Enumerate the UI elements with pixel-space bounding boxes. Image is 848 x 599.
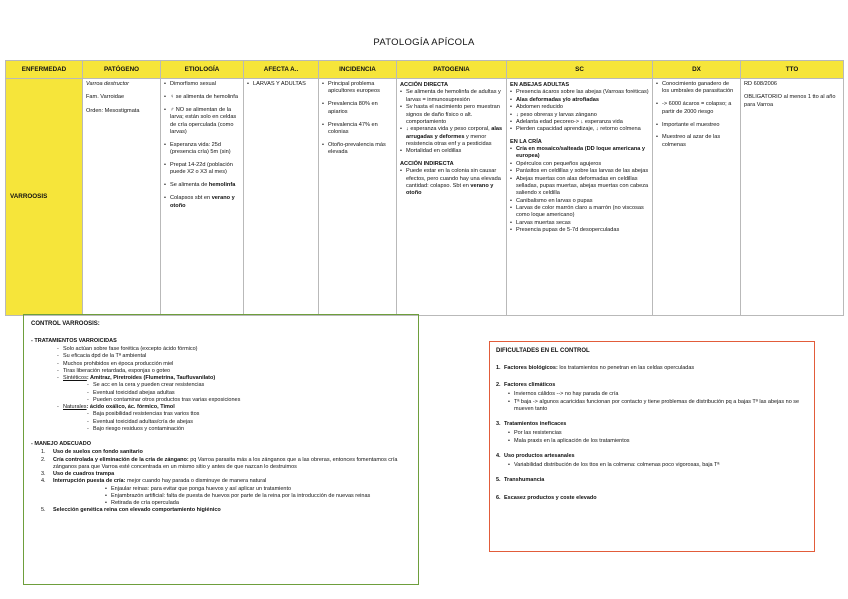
pathology-table (5, 60, 844, 316)
header-patogeno: PATÓGENO (83, 61, 161, 79)
item-bold: alas arrugadas y deformes (406, 126, 503, 140)
item-text: mejor cuando hay parada o disminuye de manera natural (126, 478, 267, 485)
header-enfermedad: ENFERMEDAD (6, 61, 83, 79)
list-item: 1. Uso de suelos con fondo sanitario (41, 449, 143, 456)
item-bold: Alas deformadas y/o atrofiadas (516, 96, 600, 103)
list-item: 2. Cría controlada y eliminación de la cría de zángano: pq Varroa parasita más a los zánganos que a las obreras, entonces fomentamos cría zánganos para que Varroa esté concentrada en un mismo sitio y antes de que nazcan lo destruimos (41, 456, 398, 470)
header-tto: TTO (741, 61, 844, 79)
list-item: - Eventual toxicidad adultas/cría de abejas (31, 419, 411, 426)
header-afecta: AFECTA A.. (244, 61, 319, 79)
item-bold: Transhumancia (504, 477, 545, 484)
cell-dx (653, 79, 741, 316)
patogenia-heading-indirect: ACCIÓN INDIRECTA (400, 160, 454, 167)
tto-law: RD 608/2006 (744, 81, 777, 87)
cell-incidencia (319, 79, 397, 316)
list-item: • Variabilidad distribución de los ttos en la colmena: colmenas poco vigorosas, baja Tª (496, 462, 808, 469)
list-item: • LARVAS Y ADULTAS (247, 81, 315, 88)
list-item: • Mala praxis en la aplicación de los tratamientos (496, 438, 808, 445)
item-bold: Uso productos artesanales (504, 452, 575, 459)
list-item: • Enjaular reinas: para evitar que ponga huevos y así aplicar un tratamiento (31, 486, 411, 493)
cell-sc (507, 79, 653, 316)
list-item: - Bajo riesgo residuos y contaminación (31, 426, 411, 433)
list-item (31, 375, 411, 382)
list-item: • Dimorfismo sexual (164, 81, 240, 88)
control-section-treatments: - TRATAMIENTOS VARROICIDAS (31, 337, 117, 344)
sc-heading-adults: EN ABEJAS ADULTAS (510, 82, 570, 88)
list-item: • Parásitos en celdillas y sobre las larvas de las abejas (510, 168, 649, 175)
control-box (23, 314, 419, 585)
item-bold: Factores climáticos (504, 382, 556, 389)
item-bold: Selección genética reina con elevado comportamiento higiénico (53, 507, 221, 514)
list-item (164, 195, 240, 210)
list-item: • Larvas de color marrón claro a marrón (no viscosas como loque americano) (510, 205, 649, 220)
item-bold: Cría en mosaico/salteada (DD loque americana y europea) (516, 146, 646, 160)
item-text: Puede estar en la colonia sin causar efectos, pero cuando hay una elevada cantidad: colapso. Sbt en (406, 168, 501, 189)
list-item: • Importante el muestreo (656, 122, 737, 129)
list-item: - Su eficacia dpd de la Tª ambiental (31, 353, 411, 360)
header-sc: SC (507, 61, 653, 79)
list-item (510, 97, 649, 104)
item-bold: Cría controlada y eliminación de la cría de zángano: (53, 456, 189, 463)
list-item: 1. Factores biológicos: los tratamientos no penetran en las celdas operculadas (496, 364, 695, 371)
header-patogenia: PATOGENIA (397, 61, 507, 79)
item-text: ↓ esperanza vida y peso corporal, (406, 126, 490, 133)
cell-patogenia (397, 79, 507, 316)
item-bold: Tratamientos ineficaces (504, 421, 567, 428)
list-item: • ♂ NO se alimentan de la larva; están solo en celdas de cría operculada (como larvas) (164, 107, 240, 137)
list-item: • Enjambrazón artificial: falta de puesta de huevos por parte de la reina por la introducción de nuevas reinas (31, 493, 411, 500)
cell-afecta (244, 79, 319, 316)
item-bold: hemolinfa (208, 182, 236, 189)
item-text: y menor resistencia otras enf y a pesticidas (406, 133, 492, 147)
list-item: 3. Uso de cuadros trampa (41, 471, 115, 478)
table-row (6, 79, 844, 316)
list-item: • Abdomen reducido (510, 104, 649, 111)
header-incidencia: INCIDENCIA (319, 61, 397, 79)
list-item: • Opérculos con pequeños agujeros (510, 161, 649, 168)
patogeno-family: Fam. Varroidae (86, 94, 125, 101)
list-item: 2. Factores climáticos (496, 382, 556, 389)
list-item: 3. Tratamientos ineficaces (496, 421, 567, 428)
patogenia-heading-direct: ACCIÓN DIRECTA (400, 82, 449, 88)
list-item: • Presencia ácaros sobre las abejas (Varroas foréticas) (510, 89, 649, 96)
list-item: • Muestreo al azar de las colmenas (656, 134, 737, 149)
item-text: pq Varroa parasita más a los zánganos que a las obreras, entonces fomentamos cría zánganos para que Varroa esté concentrada en un mismo sitio y antes de que nazcan lo destruimos (53, 456, 398, 470)
list-item: • Prepat 14-22d (población puede X2 o X3 al mes) (164, 162, 240, 177)
list-item: • ♀ se alimenta de hemolinfa (164, 94, 240, 101)
list-item (510, 146, 649, 161)
list-item: 5. Selección genética reina con elevado comportamiento higiénico (41, 507, 221, 514)
list-item (31, 404, 411, 411)
list-item: • Prevalencia 47% en colonias (322, 122, 393, 137)
control-title: CONTROL VARROOSIS: (31, 321, 100, 327)
header-dx: DX (653, 61, 741, 79)
list-item: 5. Transhumancia (496, 477, 545, 484)
list-item: 6. Escasez productos y coste elevado (496, 494, 597, 501)
list-item: • Tª baja -> algunos acaricidas funcionan por contacto y tiene problemas de distribución pq a bajas Tª las abejas no se mueven tanto (496, 399, 808, 414)
list-item: 4. Uso productos artesanales (496, 452, 575, 459)
list-item: • Se alimenta de hemolinfa de adultas y larvas = inmunosupresión (400, 89, 503, 104)
list-item: • Mortalidad en celdillas (400, 148, 503, 155)
cell-tto (741, 79, 844, 316)
item-bold: Uso de suelos con fondo sanitario (53, 449, 143, 456)
list-item: 4. Interrupción puesta de cría: mejor cuando hay parada o disminuye de manera natural (41, 478, 267, 485)
list-item (400, 126, 503, 148)
list-item: • Por las resistencias (496, 430, 808, 437)
list-item: • Prevalencia 80% en apiarios (322, 101, 393, 116)
patogeno-order: Orden: Mesostigmata (86, 107, 140, 114)
list-item: • Retirada de cría operculada (31, 500, 411, 507)
natural-text: : ácido oxálico, ác. fórmico, Timol (86, 404, 175, 411)
patogeno-species: Varroa destructor (86, 81, 130, 87)
list-item: • Larvas muertas secas (510, 220, 649, 227)
natural-label: Naturales (63, 404, 87, 411)
list-item: • Adelanta edad pecoreo-> ↓ esperanza vida (510, 119, 649, 126)
list-item: • Abejas muertas con alas deformadas en celdillas selladas, pupas muertas, abejas muertas con cabeza saliendo x celdilla (510, 176, 649, 198)
list-item: - Muchos prohibidos en época producción miel (31, 361, 411, 368)
cell-patogeno (83, 79, 161, 316)
item-text: Se alimenta de (170, 182, 208, 189)
list-item: • Otoño-prevalencia más elevada (322, 142, 393, 157)
item-bold: Interrupción puesta de cría: (53, 478, 126, 485)
list-item: • Esperanza vida: 25d (presencia cría) 5m (sin) (164, 142, 240, 157)
item-bold: Factores biológicos: (504, 364, 558, 371)
tto-note: OBLIGATORIO al menos 1 tto al año para Varroa (744, 94, 836, 108)
table-header-row (6, 61, 844, 79)
list-item: - Se acc en la cera y pueden crear resistencias (31, 382, 411, 389)
item-bold: Escasez productos y coste elevado (504, 494, 597, 501)
list-item: - Tiras liberación retardada, esponjas o goteo (31, 368, 411, 375)
list-item: • Presencia pupas de 5-7d desoperculadas (510, 227, 649, 234)
sc-heading-brood: EN LA CRÍA (510, 138, 542, 145)
list-item: • Canibalismo en larvas o pupas (510, 198, 649, 205)
list-item: • Principal problema apicultores europeos (322, 81, 393, 96)
list-item: • -> 6000 ácaros = colapso; a partir de 2000 riesgo (656, 101, 737, 116)
cell-etiologia (161, 79, 244, 316)
item-bold: verano y otoño (170, 195, 235, 209)
control-section-management: - MANEJO ADECUADO (31, 441, 91, 448)
synthetic-text: : Amitraz, Piretroides (Flumetrina, Taufluvanilato) (86, 375, 216, 382)
list-item: • Conocimiento ganadero de los umbrales de parasitación (656, 81, 737, 96)
list-item (164, 182, 240, 189)
difficulties-box (489, 341, 815, 552)
list-item: • ↓ peso obreras y larvas zángano (510, 112, 649, 119)
disease-name: VARROOSIS (6, 79, 83, 316)
header-etiologia: ETIOLOGÍA (161, 61, 244, 79)
item-bold: Uso de cuadros trampa (53, 471, 115, 478)
item-bold: verano y otoño (406, 182, 494, 197)
list-item: - Baja posibilidad resistencias tras varios ttos (31, 411, 411, 418)
list-item: • Inviernos cálidos --> no hay parada de cría (496, 391, 808, 398)
difficulties-title: DIFICULTADES EN EL CONTROL (496, 348, 590, 354)
list-item: - Pueden contaminar otros productos tras varias exposiciones (31, 397, 411, 404)
page-title: PATOLOGÍA APÍCOLA (373, 37, 475, 48)
list-item: - Eventual toxicidad abejas adultas (31, 390, 411, 397)
item-text: los tratamientos no penetran en las celdas operculadas (559, 364, 695, 371)
synthetic-label: Sintéticos (63, 375, 87, 382)
list-item (400, 168, 503, 198)
list-item: - Solo actúan sobre fase forética (excepto ácido fórmico) (31, 346, 411, 353)
item-text: Colapsos sbt en (170, 195, 211, 202)
list-item: • Sv hasta el nacimiento pero muestran signos de daño físico o alt. comportamiento (400, 104, 503, 126)
list-item: • Pierden capacidad aprendizaje, ↓ retorno colmena (510, 126, 649, 133)
